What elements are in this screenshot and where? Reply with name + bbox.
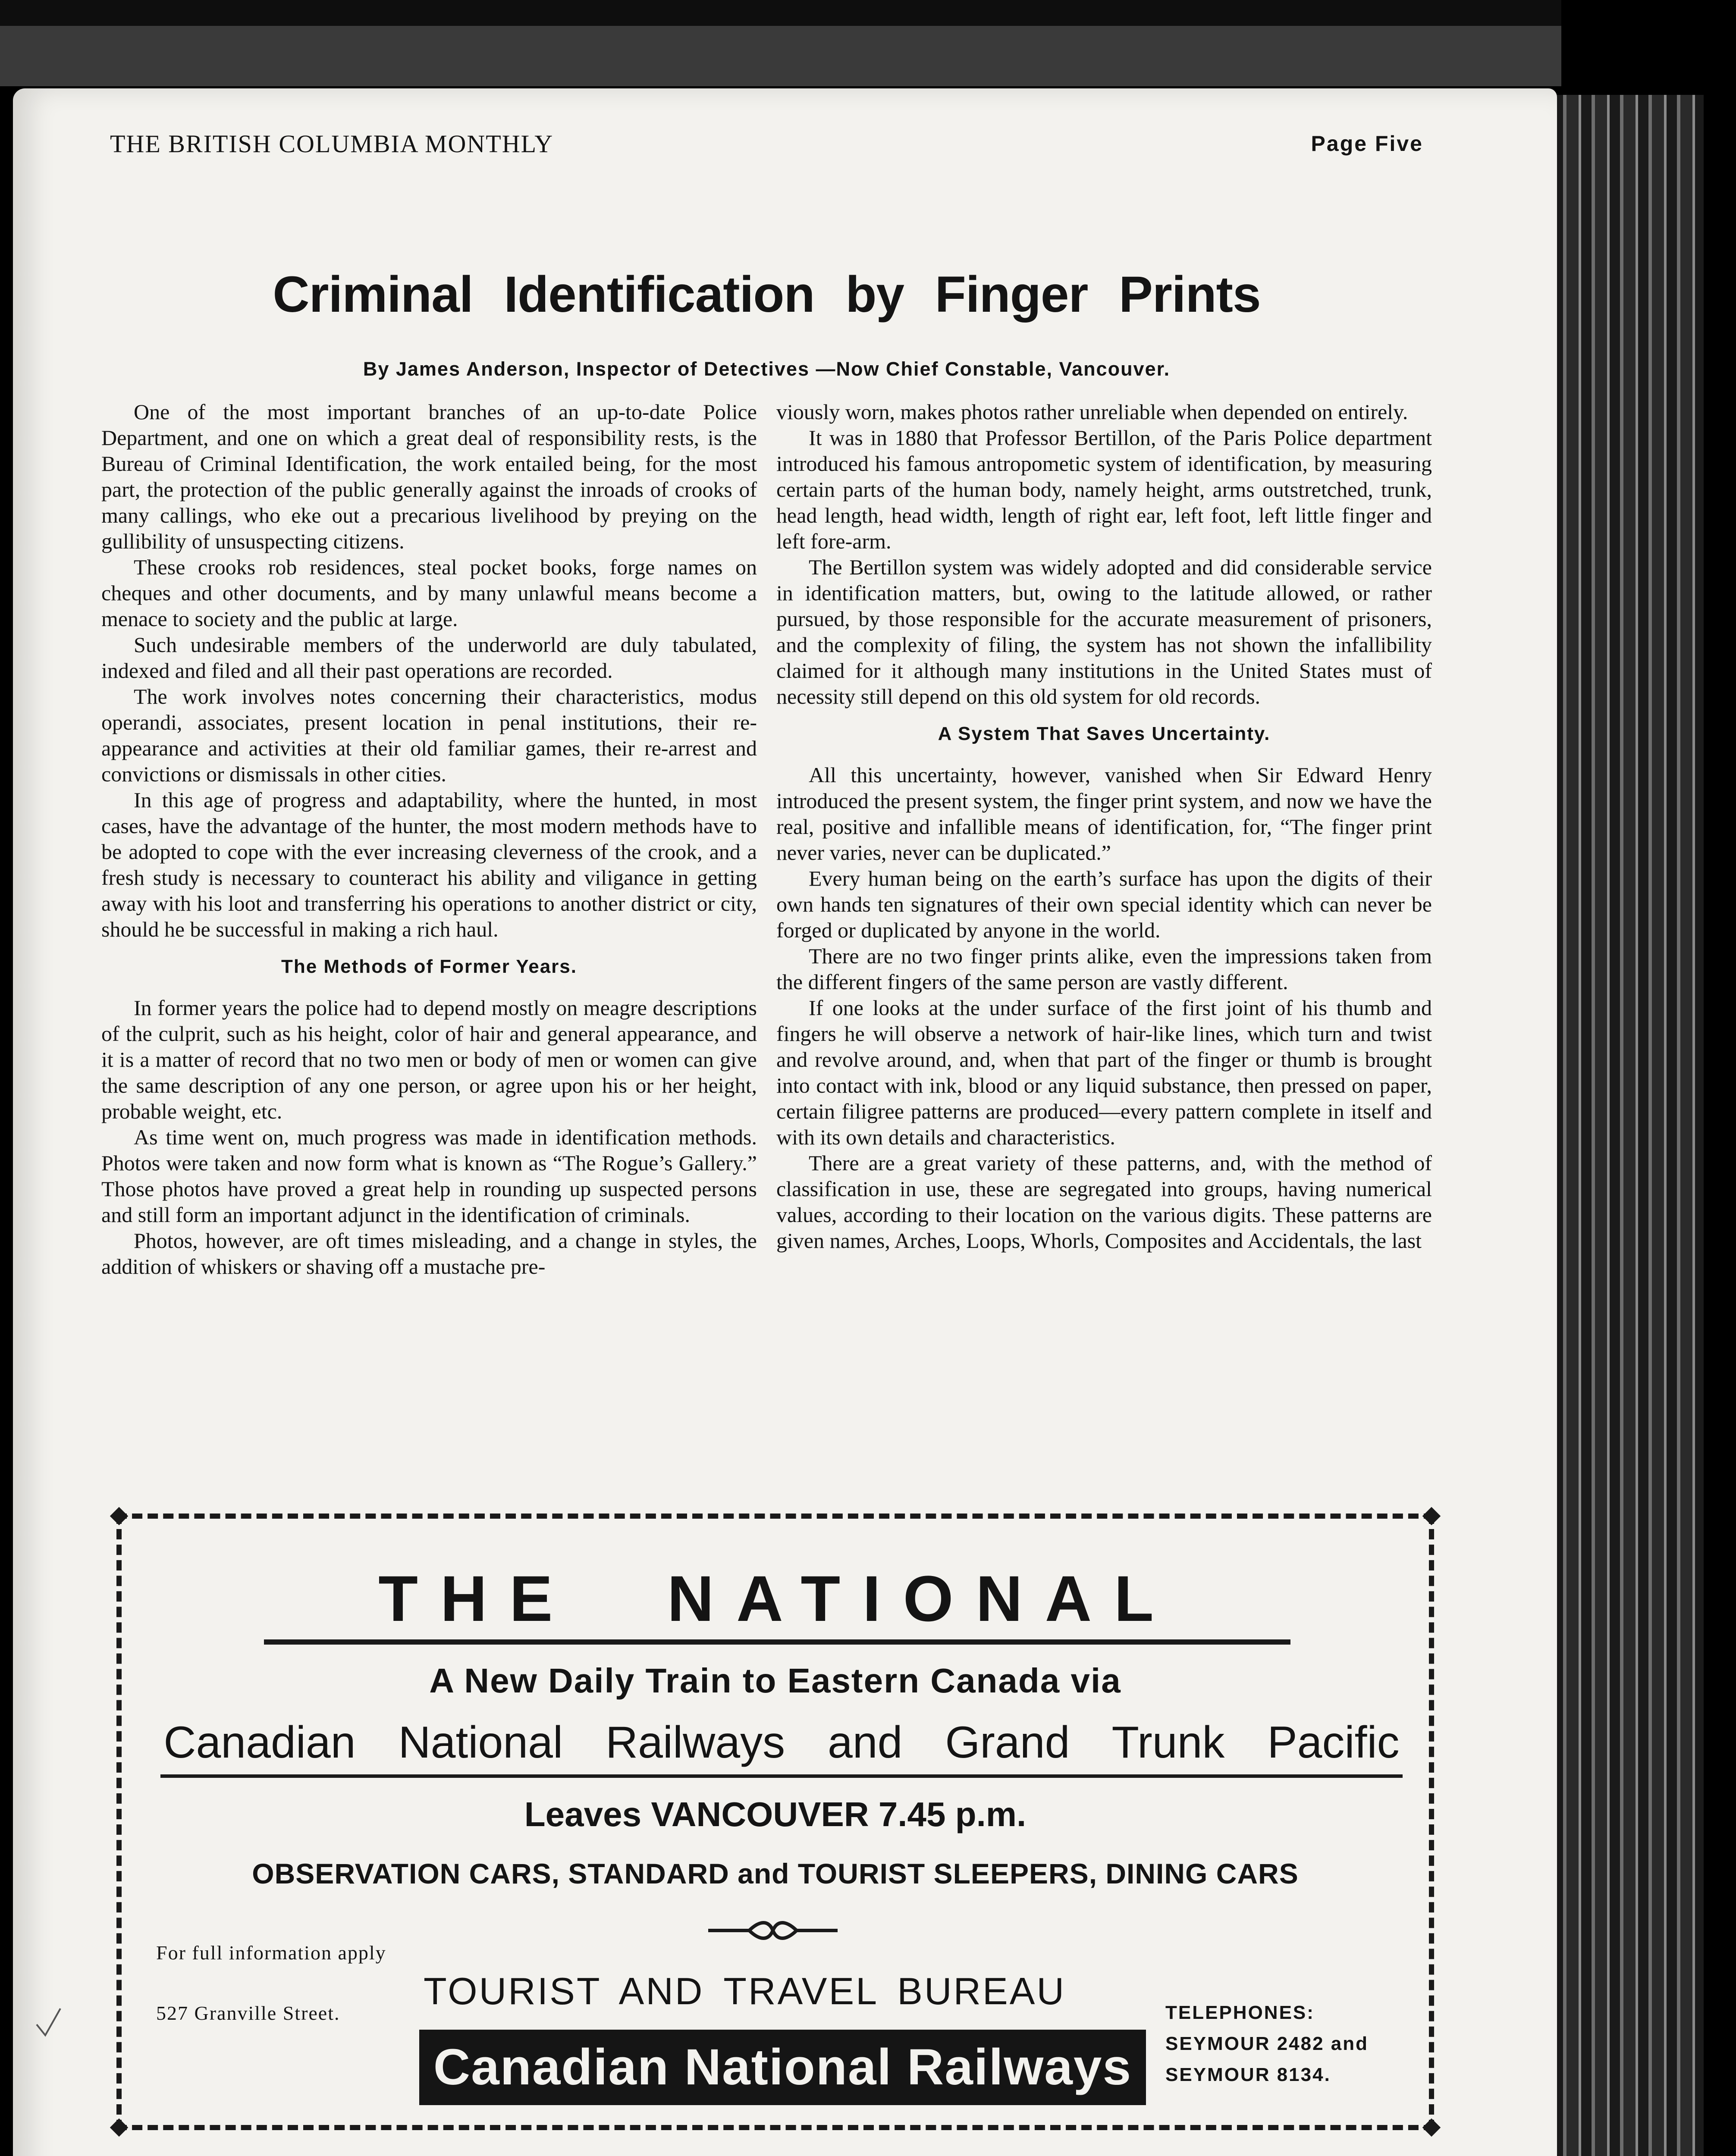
- paragraph: There are no two finger prints alike, even the impressions taken from the different fingers of the same person are vastly different.: [776, 944, 1432, 994]
- article-left-column: [101, 399, 757, 1511]
- ad-address: 527 Granville Street.: [156, 2002, 340, 2024]
- ad-telephones: [1165, 1997, 1407, 2090]
- paragraph: One of the most important branches of an up-to-date Police Department, and one on which a great deal of responsibility rests, is the Bureau of Criminal Identification, the work entailed being, for the most part, the protection of the public generally against the inroads of crooks of many callings, who eke out a precarious livelihood by preying on the gullibility of unsuspecting citizens.: [101, 400, 757, 553]
- ad-title: THE NATIONAL: [264, 1562, 1290, 1645]
- article-byline: By James Anderson, Inspector of Detectives —Now Chief Constable, Vancouver.: [363, 358, 1171, 380]
- cnr-logo-banner: Canadian National Railways: [419, 2030, 1146, 2105]
- book-page-edges: [1553, 95, 1704, 2156]
- page-number: Page Five: [1311, 132, 1423, 156]
- paragraph: These crooks rob residences, steal pocket books, forge names on cheques and other documents, and by many unlawful means become a menace to society and the public at large.: [101, 555, 757, 631]
- paragraph: In former years the police had to depend mostly on meagre descriptions of the culprit, such as his height, color of hair and general appearance, and it is a matter of record that no two men or body of men or women can give the same description of any one person, or agree upon his or her height, probable weight, etc.: [101, 996, 757, 1123]
- paragraph: As time went on, much progress was made in identification methods. Photos were taken and now form what is known as “The Rogue’s Gallery.” Those photos have proved a great help in rounding up suspected persons and still form an important adjunct in the identification of criminals.: [101, 1125, 757, 1227]
- paragraph: All this uncertainty, however, vanished when Sir Edward Henry introduced the present system, the finger print system, and now we have the real, positive and infallible means of identification, for, “The finger print never varies, never can be duplicated.”: [776, 763, 1432, 865]
- paragraph: Such undesirable members of the underworld are duly tabulated, indexed and filed and all their past operations are recorded.: [101, 633, 757, 683]
- ad-railways-line: Canadian National Railways and Grand Trunk Pacific: [160, 1717, 1403, 1778]
- telephone-number: SEYMOUR 8134.: [1165, 2064, 1331, 2085]
- paragraph: The Bertillon system was widely adopted and did considerable service in identification matters, but, owing to the latitude allowed, or rather pursued, by those responsible for the accurate measurement of prisoners, and the complexity of filing, the system has not shown the infallibility claimed for it although many institutions in the United States must of necessity still depend on this old system for old records.: [776, 555, 1432, 708]
- ad-car-types: OBSERVATION CARS, STANDARD and TOURIST SLEEPERS, DINING CARS: [252, 1858, 1299, 1890]
- paragraph: If one looks at the under surface of the first joint of his thumb and fingers he will observe a network of hair-like lines, which turn and twist and revolve around, and, when that part of the finger or thumb is brought into contact with ink, blood or any liquid substance, then pressed on paper, certain filigree patterns are produced—every pattern complete in itself and with its own details and characteristics.: [776, 996, 1432, 1149]
- article-right-column: [776, 399, 1432, 1511]
- publication-name: THE BRITISH COLUMBIA MONTHLY: [110, 130, 554, 158]
- paragraph-continuation: viously worn, makes photos rather unreliable when depended on entirely.: [776, 400, 1408, 424]
- paragraph: The work involves notes concerning their characteristics, modus operandi, associates, present location in penal institutions, their re-appearance and activities at their old familiar games, their re-arrest and convictions or dismissals in other cities.: [101, 684, 757, 786]
- paragraph: In this age of progress and adaptability, where the hunted, in most cases, have the advantage of the hunter, the most modern methods have to be adopted to cope with the ever increasing cleverness of the crook, and a fresh study is necessary to counteract his ability and viligance in getting away with his loot and transferring his operations to another district or city, should he be successful in making a rich haul.: [101, 788, 757, 941]
- pencil-check-mark-icon: [35, 2005, 65, 2040]
- section-subhead: The Methods of Former Years.: [281, 956, 577, 977]
- article-headline: Criminal Identification by Finger Prints: [273, 266, 1261, 323]
- railway-advertisement: [116, 1514, 1434, 2130]
- ad-departure-time: Leaves VANCOUVER 7.45 p.m.: [524, 1795, 1027, 1833]
- scroll-ornament-icon: [708, 1918, 838, 1943]
- scanner-edge-strip: [0, 0, 1561, 26]
- ad-subtitle: A New Daily Train to Eastern Canada via: [429, 1661, 1121, 1700]
- running-head: [110, 129, 1423, 164]
- paragraph: It was in 1880 that Professor Bertillon, of the Paris Police department introduced his famous antropometic system of identification, by measuring certain parts of the human body, namely height, arms outstretched, trunk, head length, head width, length of right ear, left foot, left little finger and left fore-arm.: [776, 426, 1432, 553]
- ad-bureau-name: TOURIST AND TRAVEL BUREAU: [424, 1970, 1066, 2012]
- section-subhead: A System That Saves Uncertainty.: [938, 723, 1271, 744]
- paragraph: Every human being on the earth’s surface has upon the digits of their own hands ten signatures of their own special identity which can never be forged or duplicated by anyone in the world.: [776, 866, 1432, 942]
- ad-info-line: For full information apply: [156, 1942, 386, 1964]
- paragraph: There are a great variety of these patterns, and, with the method of classification in use, these are segregated into groups, having numerical values, according to their location on the various digits. These patterns are given names, Arches, Loops, Whorls, Composites and Accidentals, the last: [776, 1151, 1432, 1253]
- telephones-label: TELEPHONES:: [1165, 2002, 1315, 2023]
- paragraph: Photos, however, are oft times misleading, and a change in styles, the addition of whiskers or shaving off a mustache pre-: [101, 1228, 757, 1279]
- telephone-number: SEYMOUR 2482 and: [1165, 2033, 1369, 2054]
